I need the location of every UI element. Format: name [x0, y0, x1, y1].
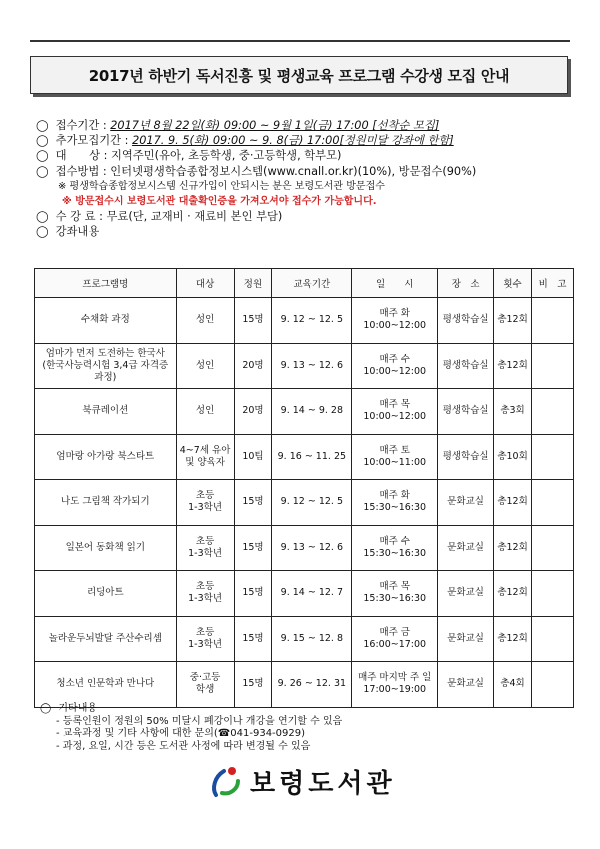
cell-count: 총12회 — [494, 571, 532, 617]
cell-place: 문화교실 — [438, 571, 494, 617]
cell-target: 성인 — [176, 389, 234, 435]
period-value: 2017년 8월 22일(화) 09:00 ~ 9월 1일(금) 17:00 [선착순 모집] — [110, 119, 440, 132]
header-capacity: 정원 — [234, 269, 272, 298]
cell-count: 총4회 — [494, 662, 532, 708]
program-table — [34, 268, 574, 708]
extra-value: 2017. 9. 5(화) 09:00 ~ 9. 8(금) 17:00[정원미달 강좌에 한함] — [132, 134, 454, 148]
cell-schedule: 매주 화 15:30~16:30 — [352, 480, 438, 526]
cell-program-name: 수채화 과정 — [35, 298, 177, 344]
method-note: ※ 평생학습종합정보시스템 신규가입이 안되시는 분은 보령도서관 방문접수 — [58, 180, 385, 192]
cell-place: 문화교실 — [438, 616, 494, 662]
period-row — [36, 118, 576, 133]
cell-note — [532, 616, 574, 662]
cell-program-name: 북큐레이션 — [35, 389, 177, 435]
etc-item: - 등록인원이 정원의 50% 미달시 폐강이나 개강을 연기할 수 있음 — [56, 715, 343, 727]
cell-schedule: 매주 화 10:00~12:00 — [352, 298, 438, 344]
fee-row — [36, 209, 576, 224]
extra-row — [36, 133, 576, 148]
header-note: 비 고 — [532, 269, 574, 298]
cell-capacity: 20명 — [234, 389, 272, 435]
bullet-icon: ◯ — [36, 149, 49, 163]
cell-period: 9. 14 ~ 12. 7 — [272, 571, 352, 617]
cell-target: 성인 — [176, 343, 234, 389]
table-row — [35, 662, 574, 708]
cell-capacity: 10팀 — [234, 434, 272, 480]
cell-place: 평생학습실 — [438, 389, 494, 435]
bullet-icon: ◯ — [36, 119, 49, 132]
cell-note — [532, 480, 574, 526]
etc-item: - 교육과정 및 기타 사항에 대한 문의(☎041-934-0929) — [56, 728, 306, 739]
cell-note — [532, 389, 574, 435]
cell-period: 9. 15 ~ 12. 8 — [272, 616, 352, 662]
cell-capacity: 15명 — [234, 662, 272, 708]
table-row — [35, 434, 574, 480]
course-row — [36, 224, 576, 239]
header-program: 프로그램명 — [35, 269, 177, 298]
cell-schedule: 매주 마지막 주 일 17:00~19:00 — [352, 662, 438, 708]
cell-capacity: 15명 — [234, 298, 272, 344]
extra-label: 추가모집기간 : — [55, 134, 129, 148]
table-header-row — [35, 269, 574, 298]
cell-target: 성인 — [176, 298, 234, 344]
course-label: 강좌내용 — [55, 225, 100, 239]
cell-count: 총12회 — [494, 343, 532, 389]
header-place: 장 소 — [438, 269, 494, 298]
cell-place: 평생학습실 — [438, 343, 494, 389]
cell-period: 9. 16 ~ 11. 25 — [272, 434, 352, 480]
period-label: 접수기간 : — [55, 119, 107, 132]
cell-note — [532, 343, 574, 389]
table-row — [35, 389, 574, 435]
etc-section — [40, 703, 342, 753]
cell-count: 총3회 — [494, 389, 532, 435]
fee-label: 수 강 료 : — [55, 210, 103, 224]
cell-period: 9. 12 ~ 12. 5 — [272, 298, 352, 344]
cell-count: 총12회 — [494, 616, 532, 662]
cell-period: 9. 13 ~ 12. 6 — [272, 343, 352, 389]
cell-program-name: 놀라운두뇌발달 주산수리셈 — [35, 616, 177, 662]
cell-schedule: 매주 수 15:30~16:30 — [352, 525, 438, 571]
cell-program-name: 나도 그림책 작가되기 — [35, 480, 177, 526]
top-rule — [30, 40, 570, 42]
bullet-icon: ◯ — [40, 703, 52, 714]
table-row — [35, 480, 574, 526]
cell-target: 초등 1-3학년 — [176, 571, 234, 617]
cell-note — [532, 525, 574, 571]
library-logo — [208, 763, 396, 800]
etc-item: - 과정, 요일, 시간 등은 도서관 사정에 따라 변경될 수 있음 — [56, 740, 311, 752]
method-value: 인터넷평생학습종합정보시스템(www.cnall.or.kr)(10%), 방문접수(90%) — [110, 164, 477, 178]
cell-capacity: 15명 — [234, 525, 272, 571]
title-box — [30, 56, 568, 94]
cell-note — [532, 434, 574, 480]
bullet-icon: ◯ — [36, 225, 49, 239]
table-body — [35, 298, 574, 708]
table-row — [35, 525, 574, 571]
cell-place: 평생학습실 — [438, 434, 494, 480]
table-row — [35, 343, 574, 389]
fee-value: 무료(단, 교재비 · 재료비 본인 부담) — [106, 210, 283, 224]
info-section — [36, 118, 576, 240]
etc-heading: 기타내용 — [58, 703, 98, 714]
cell-note — [532, 662, 574, 708]
cell-period: 9. 14 ~ 9. 28 — [272, 389, 352, 435]
table-row — [35, 571, 574, 617]
page-title: 2017년 하반기 독서진흥 및 평생교육 프로그램 수강생 모집 안내 — [88, 66, 510, 85]
header-count: 횟수 — [494, 269, 532, 298]
library-logo-icon — [208, 765, 244, 799]
cell-target: 4~7세 유아 및 양육자 — [176, 434, 234, 480]
table-row — [35, 298, 574, 344]
method-label: 접수방법 : — [55, 164, 107, 178]
library-name: 보령도서관 — [250, 769, 396, 799]
cell-count: 총12회 — [494, 525, 532, 571]
cell-place: 평생학습실 — [438, 298, 494, 344]
header-target: 대상 — [176, 269, 234, 298]
header-schedule: 일 시 — [352, 269, 438, 298]
cell-schedule: 매주 금 16:00~17:00 — [352, 616, 438, 662]
cell-note — [532, 571, 574, 617]
target-label: 대 상 : — [55, 149, 108, 163]
table-row — [35, 616, 574, 662]
cell-capacity: 20명 — [234, 343, 272, 389]
cell-count: 총10회 — [494, 434, 532, 480]
cell-target: 초등 1-3학년 — [176, 616, 234, 662]
cell-target: 초등 1-3학년 — [176, 480, 234, 526]
bullet-icon: ◯ — [36, 164, 49, 178]
cell-capacity: 15명 — [234, 480, 272, 526]
header-period: 교육기간 — [272, 269, 352, 298]
cell-program-name: 엄마가 먼저 도전하는 한국사 (한국사능력시험 3,4급 자격증 과정) — [35, 343, 177, 389]
cell-program-name: 엄마랑 아가랑 북스타트 — [35, 434, 177, 480]
cell-program-name: 일본어 동화책 읽기 — [35, 525, 177, 571]
method-row — [36, 164, 576, 179]
cell-schedule: 매주 목 10:00~12:00 — [352, 389, 438, 435]
cell-capacity: 15명 — [234, 616, 272, 662]
cell-note — [532, 298, 574, 344]
target-value: 지역주민(유아, 초등학생, 중·고등학생, 학부모) — [111, 149, 342, 163]
cell-place: 문화교실 — [438, 525, 494, 571]
cell-program-name: 청소년 인문학과 만나다 — [35, 662, 177, 708]
bullet-icon: ◯ — [36, 210, 49, 224]
method-warning: ※ 방문접수시 보령도서관 대출확인증을 가져오셔야 접수가 가능합니다. — [62, 196, 377, 208]
cell-count: 총12회 — [494, 480, 532, 526]
bullet-icon: ◯ — [36, 134, 49, 148]
cell-period: 9. 13 ~ 12. 6 — [272, 525, 352, 571]
cell-count: 총12회 — [494, 298, 532, 344]
cell-target: 중·고등 학생 — [176, 662, 234, 708]
cell-schedule: 매주 토 10:00~11:00 — [352, 434, 438, 480]
cell-period: 9. 12 ~ 12. 5 — [272, 480, 352, 526]
cell-place: 문화교실 — [438, 662, 494, 708]
cell-target: 초등 1-3학년 — [176, 525, 234, 571]
cell-period: 9. 26 ~ 12. 31 — [272, 662, 352, 708]
cell-place: 문화교실 — [438, 480, 494, 526]
target-row — [36, 148, 576, 163]
cell-schedule: 매주 수 10:00~12:00 — [352, 343, 438, 389]
cell-program-name: 리딩아트 — [35, 571, 177, 617]
cell-schedule: 매주 목 15:30~16:30 — [352, 571, 438, 617]
cell-capacity: 15명 — [234, 571, 272, 617]
